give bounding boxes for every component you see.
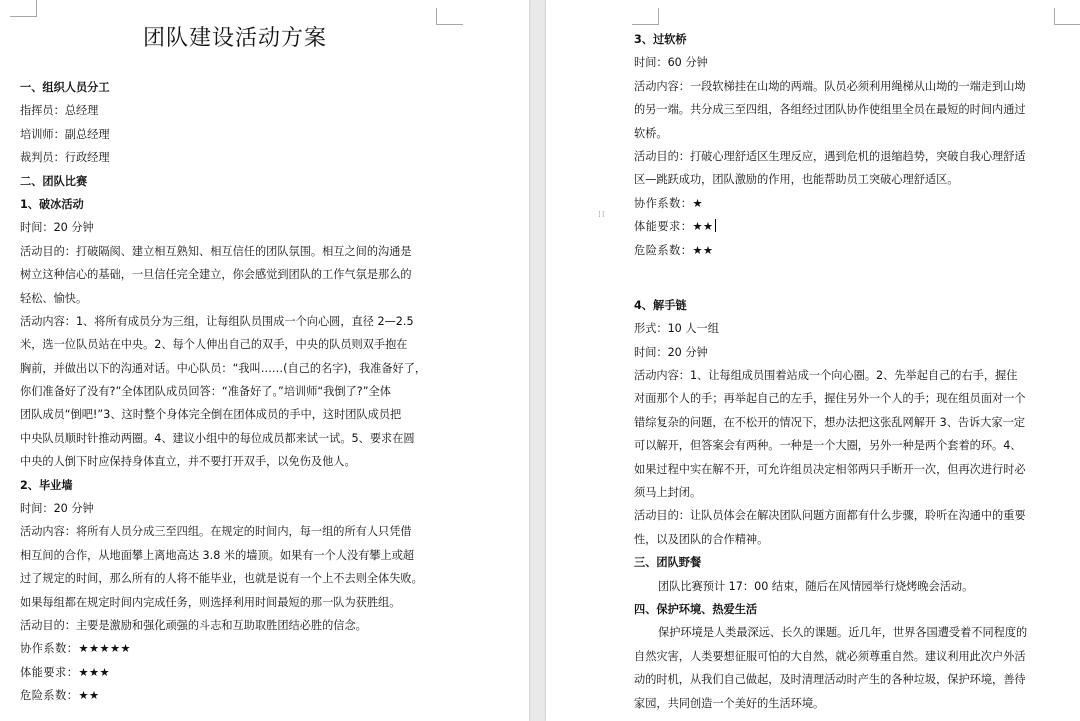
rating-line: 体能要求：★★ (634, 220, 714, 234)
section-heading: 3、过软桥 (634, 33, 687, 46)
paragraph-line: 活动目的：主要是激励和强化顽强的斗志和互助取胜团结必胜的信念。 (20, 618, 367, 632)
paragraph-line: 自然灾害，人类要想征服可怕的大自然，就必须尊重自然。建议利用此次户外活 (634, 649, 1026, 663)
text-body (634, 28, 1054, 262)
paragraph-line: 如果每组都在规定时间内完成任务，则选择利用时间最短的那一队为获胜组。 (20, 595, 401, 609)
paragraph-line: 活动内容：1、让每组成员围着站成一个向心圈。2、先举起自己的右手，握住 (634, 369, 1018, 383)
paragraph-line: 团队比赛预计 17：00 结束，随后在风情园举行烧烤晚会活动。 (658, 579, 974, 593)
drag-handle-icon[interactable]: ⁞⁞ (598, 210, 606, 220)
document-title: 团队建设活动方案 (142, 26, 327, 51)
paragraph-line: 活动目的：打破隔阂、建立相互熟知、相互信任的团队氛围。相互之间的沟通是 (20, 244, 412, 258)
section-heading: 一、组织人员分工 (20, 81, 110, 94)
section-heading: 4、解手链 (634, 298, 687, 312)
paragraph-line: 轻松、愉快。 (20, 291, 88, 305)
text-cursor (715, 219, 716, 232)
paragraph-line: 时间：20 分钟 (20, 502, 94, 516)
rating-line: 协作系数：★ (634, 196, 703, 210)
margin-corner-mark (10, 0, 37, 17)
paragraph-line: 区—跳跃成功，团队激励的作用，也能帮助员工突破心理舒适区。 (634, 173, 959, 187)
paragraph-line: 错综复杂的问题，在不松开的情况下，想办法把这张乱网解开 3、告诉大家一定 (634, 415, 1026, 429)
paragraph-line: 家园，共同创造一个美好的生活环境。 (634, 696, 825, 710)
paragraph-line: 时间：20 分钟 (20, 221, 94, 235)
paragraph-line: 软桥。 (634, 126, 668, 140)
paragraph-line: 活动内容：一段软梯挂在山坳的两端。队员必须利用绳梯从山坳的一端走到山坳 (634, 79, 1026, 93)
section-heading: 2、毕业墙 (20, 478, 73, 492)
paragraph-line: 性，以及团队的合作精神。 (634, 532, 769, 546)
blank-space (634, 262, 1054, 294)
paragraph-line: 活动目的：让队员体会在解决团队问题方面都有什么步骤，聆听在沟通中的重要 (634, 509, 1026, 523)
rating-line: 体能要求：★★★ (20, 665, 111, 679)
paragraph-line: 保护环境是人类最深远、长久的课题。近几年，世界各国遭受着不同程度的 (658, 626, 1028, 640)
paragraph-line: 树立这种信心的基础，一旦信任完全建立，你会感觉到团队的工作气氛是那么的 (20, 268, 412, 282)
paragraph-line: 的另一端。共分成三至四组，各组经过团队协作使组里全员在最短的时间内通过 (634, 103, 1026, 117)
rating-line: 危险系数：★★ (20, 689, 100, 703)
rating-line: 协作系数：★★★★★ (20, 642, 132, 656)
text-body (20, 76, 440, 708)
paragraph-line: 培训师：副总经理 (20, 127, 110, 141)
paragraph-line: 如果过程中实在解不开，可允许组员决定相邻两只手断开一次，但再次进行时必 (634, 462, 1026, 476)
paragraph-line: 形式：10 人一组 (634, 322, 719, 336)
rating-line: 危险系数：★★ (634, 243, 714, 257)
paragraph-line: 裁判员：行政经理 (20, 151, 110, 165)
section-heading: 三、团队野餐 (634, 556, 702, 570)
document-page-left[interactable] (0, 0, 529, 721)
paragraph-line: 指挥员：总经理 (20, 104, 99, 118)
paragraph-line: 相互间的合作，从地面攀上离地高达 3.8 米的墙顶。如果有一个人没有攀上或超 (20, 548, 415, 562)
paragraph-line: 活动目的：打破心理舒适区生理反应，遇到危机的退缩趋势，突破自我心理舒适 (634, 149, 1026, 163)
paragraph-line: 米，选一位队员站在中央。2、每个人伸出自己的双手，中央的队员则双手抱在 (20, 338, 408, 352)
paragraph-line: 须马上封闭。 (634, 486, 702, 500)
paragraph-line: 过了规定的时间，那么所有的人将不能毕业，也就是说有一个上不去则全体失败。 (20, 572, 423, 586)
margin-corner-mark (632, 8, 659, 25)
paragraph-line: 中央队员顺时针推动两圈。4、建议小组中的每位成员都来试一试。5、要求在圆 (20, 431, 415, 445)
paragraph-line: 胸前，并做出以下的沟通对话。中心队员：“我叫……(自己的名字)，我准备好了， (20, 361, 427, 375)
page-content (634, 28, 1054, 715)
page-content (20, 22, 440, 708)
paragraph-line: 团队成员“倒吧!”3、这时整个身体完全倒在团体成员的手中，这时团队成员把 (20, 408, 402, 422)
paragraph-line: 可以解开，但答案会有两种。一种是一个大圈，另外一种是两个套着的环。4、 (634, 439, 1022, 453)
paragraph-line: 时间：60 分钟 (634, 56, 708, 70)
section-heading: 1、破冰活动 (20, 197, 84, 211)
text-body (634, 294, 1054, 715)
section-heading: 二、团队比赛 (20, 174, 88, 188)
paragraph-line: 你们准备好了没有?”全体团队成员回答：“准备好了。”培训师“我倒了?”全体 (20, 385, 391, 399)
paragraph-line: 中央的人倒下时应保持身体直立，并不要打开双手，以免伤及他人。 (20, 455, 356, 469)
section-heading: 四、保护环境、热爱生活 (634, 602, 758, 616)
paragraph-line: 对面那个人的手；再举起自己的左手，握住另外一个人的手；现在组员面对一个 (634, 392, 1026, 406)
paragraph-line: 时间：20 分钟 (634, 345, 708, 359)
paragraph-line: 活动内容：将所有人员分成三至四组。在规定的时间内，每一组的所有人只凭借 (20, 525, 412, 539)
margin-corner-mark (1054, 8, 1080, 25)
document-page-right[interactable] (546, 0, 1080, 721)
paragraph-line: 活动内容：1、将所有成员分为三组，让每组队员围成一个向心圆，直径 2—2.5 (20, 314, 414, 328)
margin-corner-mark (436, 8, 463, 25)
paragraph-line: 动的时机，从我们自己做起，及时清理活动时产生的各种垃圾，保护环境，善待 (634, 673, 1026, 687)
